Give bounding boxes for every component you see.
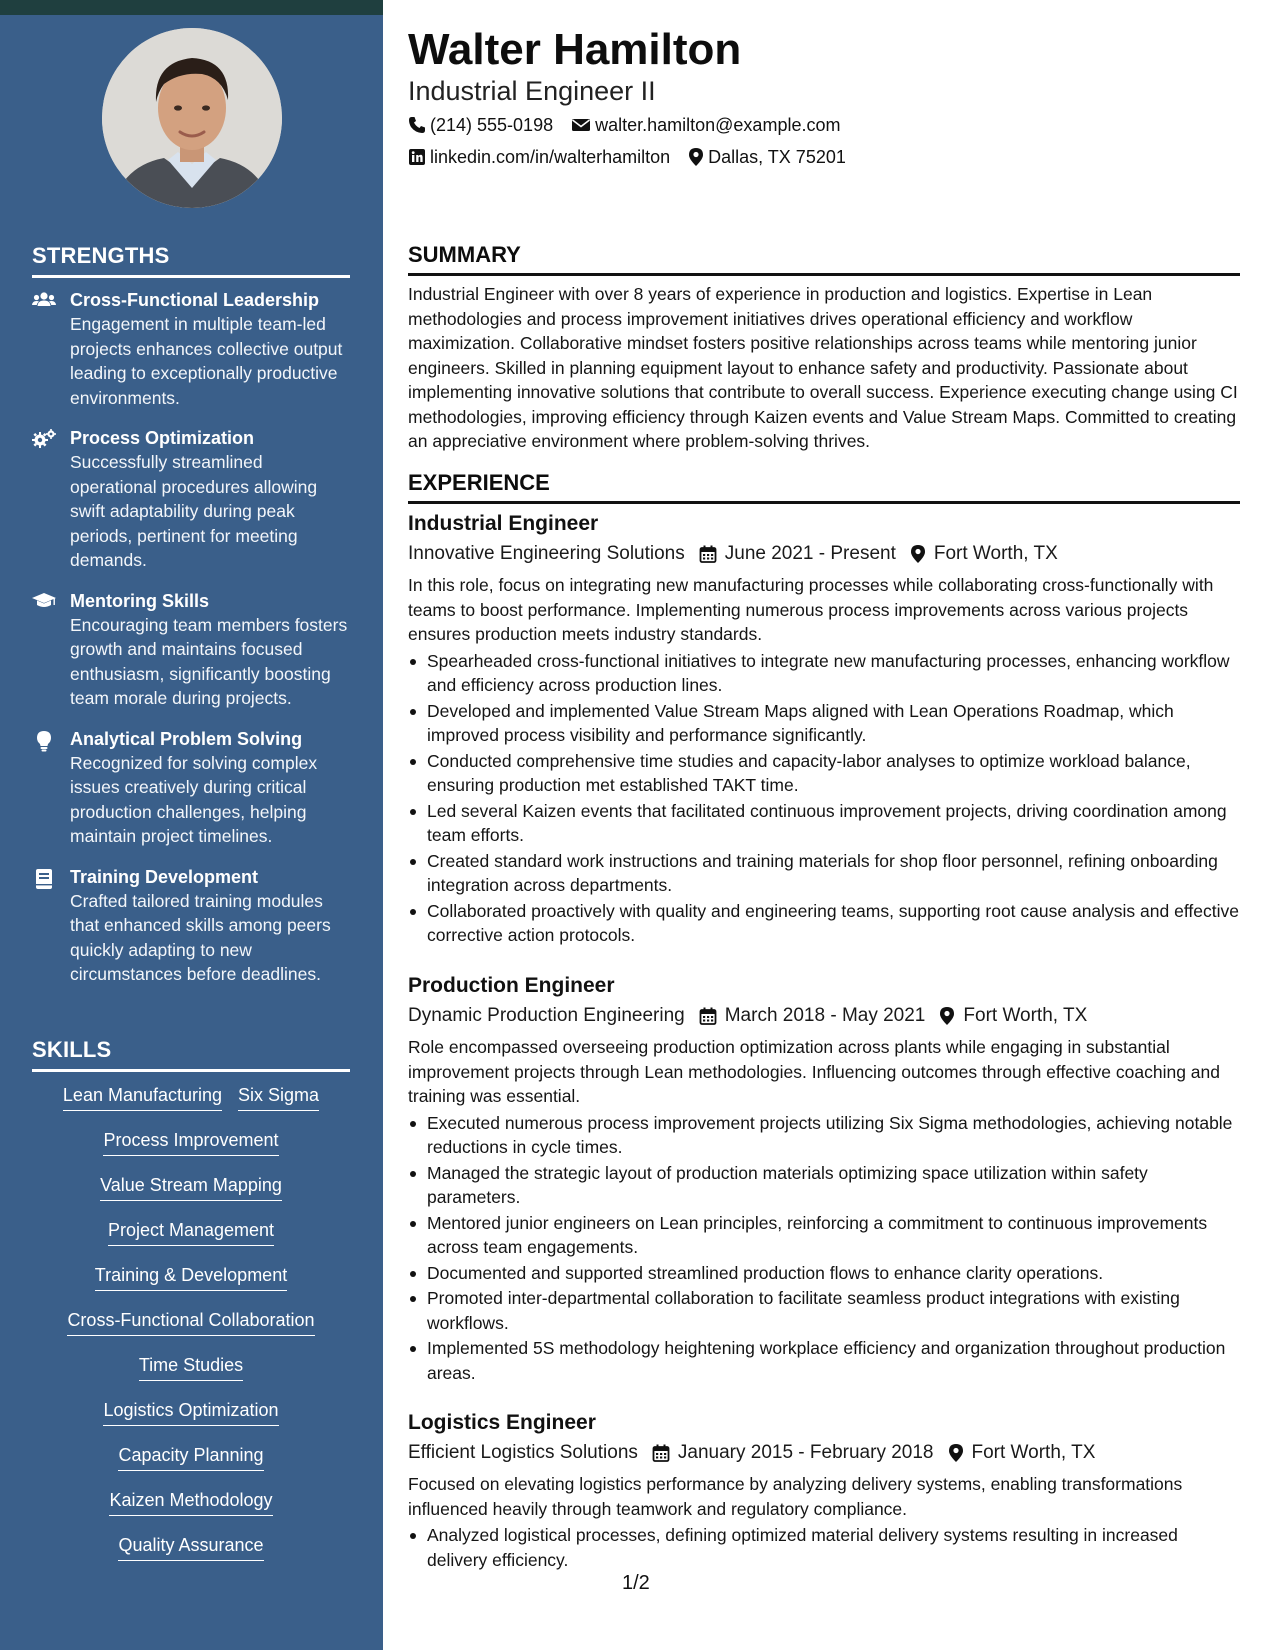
location-text: Dallas, TX 75201 [708,147,846,167]
skill-tag: Training & Development [95,1262,287,1291]
calendar-icon [652,1444,670,1462]
job-title: Industrial Engineer [408,512,599,535]
job-meta [408,1003,1240,1029]
job-entry [408,510,1240,949]
company-name: Innovative Engineering Solutions [408,543,685,564]
skill-tag: Project Management [108,1217,274,1246]
skill-tag: Quality Assurance [118,1532,263,1561]
job-location: Fort Worth, TX [971,1442,1096,1463]
profile-photo [102,28,282,208]
company-name: Dynamic Production Engineering [408,1005,685,1026]
skill-tag: Capacity Planning [118,1442,263,1471]
bullet-item: Developed and implemented Value Stream Maps aligned with Lean Operations Roadmap, which improved process visibility and performance significantly. [408,699,1240,748]
strength-item [32,589,352,711]
job-description: In this role, focus on integrating new manufacturing processes while collaborating cross-functionally with teams to boost performance. Implementing numerous process improvements across various projects ensures production meets industry standards. [408,575,1214,644]
job-description: Role encompassed overseeing production optimization across plants while engaging in substantial improvement projects through Lean methodologies. Influencing outcomes through effective coaching and training was essential. [408,1037,1220,1106]
bullet-item: Led several Kaizen events that facilitated continuous improvement projects, driving coordination among team efforts. [408,799,1240,848]
users-icon [32,288,70,410]
strength-item [32,727,352,849]
job-title-header: Industrial Engineer II [408,76,656,106]
job-bullets [408,649,1240,948]
email-contact[interactable] [571,113,840,137]
job-dates: June 2021 - Present [724,543,896,564]
strength-title: Cross-Functional Leadership [70,290,320,310]
strength-desc: Encouraging team members fosters growth and maintains focused enthusiasm, significantly boosting team morale during projects. [70,614,348,708]
page-number: 1/2 [622,1572,650,1594]
lightbulb-icon [32,727,70,849]
skill-tag: Logistics Optimization [103,1397,278,1426]
job-bullets [408,1523,1240,1572]
bullet-item: Analyzed logistical processes, defining optimized material delivery systems resulting in increased delivery efficiency. [408,1523,1240,1572]
strength-desc: Crafted tailored training modules that enhanced skills among peers quickly adapting to new circumstances before deadlines. [70,890,331,984]
job-meta [408,1440,1240,1466]
map-pin-icon [948,1443,964,1463]
job-title: Production Engineer [408,974,615,997]
contact-row [408,113,858,137]
skill-tag: Time Studies [139,1352,243,1381]
bullet-item: Conducted comprehensive time studies and capacity-labor analyses to optimize workload balance, ensuring production met established TAKT time. [408,749,1240,798]
location-contact [688,145,846,169]
bullet-item: Collaborated proactively with quality and engineering teams, supporting root cause analysis and effective corrective action protocols. [408,899,1240,948]
experience-heading: EXPERIENCE [408,469,1240,504]
contact-row-2 [408,145,864,169]
sidebar [0,0,383,1650]
skill-tag: Value Stream Mapping [100,1172,282,1201]
skill-tag: Process Improvement [103,1127,278,1156]
calendar-icon [699,1007,717,1025]
bullet-item: Executed numerous process improvement projects utilizing Six Sigma methodologies, achieving notable reductions in cycle times. [408,1111,1240,1160]
bullet-item: Spearheaded cross-functional initiatives to integrate new manufacturing processes, enhancing workflow and efficiency across production lines. [408,649,1240,698]
bullet-item: Mentored junior engineers on Lean principles, reinforcing a commitment to continuous improvements across team engagements. [408,1211,1240,1260]
strength-desc: Engagement in multiple team-led projects enhances collective output leading to exceptionally productive environments. [70,314,343,408]
candidate-name: Walter Hamilton [408,25,742,74]
strength-title: Process Optimization [70,428,255,448]
strength-item [32,865,352,987]
gears-icon [32,426,70,573]
strengths-heading: STRENGTHS [32,243,350,278]
summary-text: Industrial Engineer with over 8 years of experience in production and logistics. Expertise in Lean methodologies and process improvement initiatives drives operational efficiency and workflow maximization. Collaborative mindset fosters positive relationships across teams while mentoring junior engineers. Skilled in planning equipment layout to enhance safety and productivity. Passionate about implementing innovative solutions that contribute to overall success. Experience executing change using CI methodologies, improving efficiency through Kaizen events and Value Stream Maps. Committed to creating an appreciative environment where problem-solving thrives. [408,284,1238,451]
graduation-cap-icon [32,589,70,711]
job-entry [408,1409,1240,1573]
skills-list [32,1082,350,1577]
phone-text: (214) 555-0198 [430,115,554,135]
skill-tag: Six Sigma [238,1082,319,1111]
company-name: Efficient Logistics Solutions [408,1442,638,1463]
strength-title: Mentoring Skills [70,590,210,611]
strength-title: Training Development [70,866,259,887]
summary-heading: SUMMARY [408,241,1240,276]
job-bullets [408,1111,1240,1386]
job-meta [408,541,1240,567]
bullet-item: Created standard work instructions and training materials for shop floor personnel, refining onboarding integration across departments. [408,849,1240,898]
bullet-item: Promoted inter-departmental collaboration to facilitate seamless product integrations with existing workflows. [408,1286,1240,1335]
linkedin-icon [408,148,426,166]
job-dates: January 2015 - February 2018 [677,1442,934,1463]
skill-tag: Lean Manufacturing [63,1082,222,1111]
linkedin-contact[interactable] [408,145,670,169]
job-title: Logistics Engineer [408,1411,596,1434]
strength-item [32,426,352,573]
strength-desc: Recognized for solving complex issues creatively during critical production challenges, helping maintain project timelines. [70,752,318,846]
job-entry [408,972,1240,1386]
job-description: Focused on elevating logistics performance by analyzing delivery systems, enabling transformations influenced heavily through teamwork and regulatory compliance. [408,1474,1183,1519]
bullet-item: Managed the strategic layout of production materials optimizing space utilization within safety parameters. [408,1161,1240,1210]
strength-item [32,288,352,410]
map-pin-icon [939,1006,955,1026]
email-text: walter.hamilton@example.com [595,115,841,135]
sidebar-top-bar [0,0,383,15]
skills-heading: SKILLS [32,1037,350,1072]
skill-tag: Cross-Functional Collaboration [67,1307,314,1336]
linkedin-text: linkedin.com/in/walterhamilton [430,147,671,167]
bullet-item: Documented and supported streamlined production flows to enhance clarity operations. [408,1261,1240,1286]
phone-contact[interactable] [408,113,553,137]
strength-desc: Successfully streamlined operational procedures allowing swift adaptability during peak periods, pertinent for meeting demands. [70,452,318,570]
envelope-icon [571,117,591,133]
book-icon [32,865,70,987]
skill-tag: Kaizen Methodology [109,1487,272,1516]
bullet-item: Implemented 5S methodology heightening workplace efficiency and organization throughout production areas. [408,1336,1240,1385]
job-location: Fort Worth, TX [963,1005,1088,1026]
map-pin-icon [688,147,704,167]
job-location: Fort Worth, TX [933,543,1058,564]
map-pin-icon [910,544,926,564]
strengths-list [32,288,352,1003]
strength-title: Analytical Problem Solving [70,728,303,749]
calendar-icon [699,545,717,563]
phone-icon [408,116,426,134]
job-dates: March 2018 - May 2021 [724,1005,926,1026]
